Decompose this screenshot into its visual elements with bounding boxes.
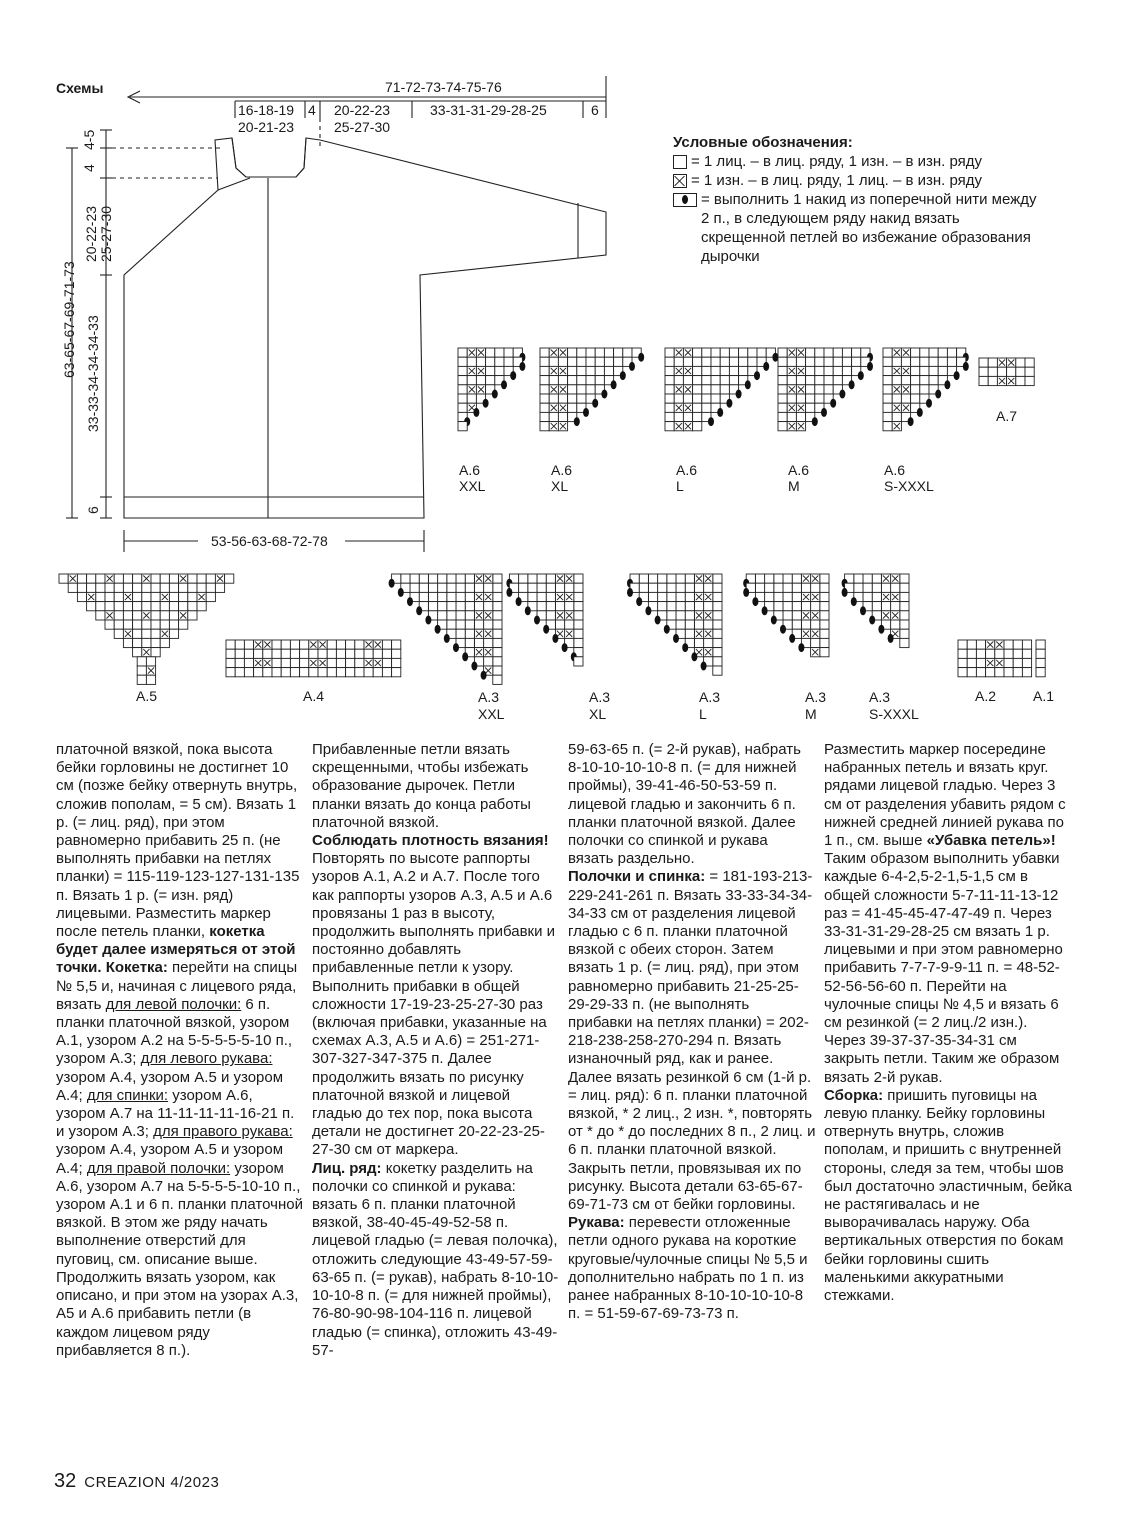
neck-depth-label: 4 (81, 164, 97, 172)
chart-label-a5: A.5 (136, 688, 158, 704)
rib-height-label: 6 (85, 506, 101, 514)
legend-item (673, 152, 1073, 171)
chart-label-a3-l: A.3 L (699, 689, 721, 722)
chart-label-a7: A.7 (996, 408, 1018, 424)
chart-label-a6-m: A.6 M (788, 462, 810, 494)
chart-label-a2: A.2 (975, 688, 997, 704)
neck-width-label-2: 20-21-23 (238, 119, 295, 135)
body-length-label: 33-33-34-34-34-33 (85, 315, 101, 432)
legend-title: Условные обозначения: (673, 134, 853, 151)
chart-label-a6-xl: A.6 XL (551, 462, 573, 494)
text-column-1: платочной вязкой, пока высота бейки горловины не достигнет 10 см (позже бейку отвернуть внутрь, сложив пополам, = 5 см). Вязать 1 р. (= лиц. ряд), при этом равномерно прибавить 25 п. (не выполнять прибавки на петлях планки) = 115-119-123-127-131-135 п. Вязать 1 р. (= изн. ряд) лицевыми. Разместить маркер после петель планки, кокетка будет далее измеряться от этой точки. Кокетка: перейти на спицы № 5,5 и, начиная с лицевого ряда, вязать для левой полочки: 6 п. планки платочной вязкой, узором A.1, узором A.2 на 5-5-5-5-5-10 п., узором A.3; для левого рукава: узором A.4, узором A.5 и узором A.4; для спинки: узором A.6, узором A.7 на 11-11-11-11-16-21 п. и узором A.3; для правого рукава: узором A.4, узором A.5 и узором A.4; для правой полочки: узором A.6, узором A.7 на 5-5-5-5-10-10 п., узором A.1 и 6 п. планки платочной вязкой. В этом же ряду начать выполнение отверстий для пуговиц, см. описание выше. Продолжить вязать узором, как описано, и при этом на узорах A.3, A5 и A.6 прибавить петли (в каждом лицевом ряду прибавляется 8 п.). (56, 741, 303, 1359)
legend (673, 133, 1073, 266)
legend-text: = выполнить 1 накид из поперечной нити между 2 п., в следующем ряду накид вязать скрещенной петлей во избежание образования дырочки (701, 191, 1037, 265)
chart-label-a3-s-xxxl: A.3 S-XXXL (869, 689, 919, 722)
knit-square-icon (673, 155, 687, 169)
total-length-label: 63-65-67-69-71-73 (61, 261, 77, 378)
yoke-depth-label-2: 25-27-30 (98, 205, 114, 262)
page-footer (54, 1470, 219, 1493)
instructions-text (56, 741, 1076, 1360)
legend-text: = 1 лиц. – в лиц. ряду, 1 изн. – в изн. ряду (691, 153, 983, 170)
yoke-width-label-2: 25-27-30 (334, 119, 391, 135)
chart-label-a4: A.4 (303, 688, 325, 704)
yoke-width-label: 20-22-23 (334, 102, 391, 118)
legend-item (673, 171, 1073, 190)
neck-gap-label: 4 (308, 102, 316, 118)
total-width-label: 71-72-73-74-75-76 (385, 79, 502, 95)
text-column-3: 59-63-65 п. (= 2-й рукав), набрать 8-10-10-10-10-8 п. (= для нижней проймы), 39-41-46-50-53-59 п. лицевой гладью и закончить 6 п. планки платочной вязкой. Далее полочки со спинкой и рукава вязать раздельно. Полочки и спинка: = 181-193-213-229-241-261 п. Вязать 33-33-34-34-34-33 см от разделения лицевой гладью с 6 п. планки платочной вязкой с обеих сторон. Затем вязать 1 р. (= лиц. ряд), при этом равномерно прибавить 21-25-25-29-29-33 п. (не выполнять прибавки на петлях планки) = 202-218-238-258-270-294 п. Вязать изнаночный ряд, как и ранее. Далее вязать резинкой 6 см (1-й р. = лиц. ряд): 6 п. планки платочной вязкой, * 2 лиц., 2 изн. *, повторять от * до * до последних 8 п., 2 лиц. и 6 п. планки платочной вязкой. Закрыть петли, провязывая их по рисунку. Высота детали 63-65-67-69-71-73 см от бейки горловины. Рукава: перевести отложенные петли одного рукава на короткие круговые/чулочные спицы № 5,5 и дополнительно набрать по 1 п. из ранее набранных 8-10-10-10-10-8 п. = 51-59-67-69-73-73 п. (568, 741, 816, 1323)
chart-label-a6-l: A.6 L (676, 462, 698, 494)
text-column-2: Прибавленные петли вязать скрещенными, чтобы избежать образование дырочек. Петли планки вязать до конца работы платочной вязкой. Соблюдать плотность вязания! Повторять по высоте раппорты узоров A.1, A.2 и A.7. После того как раппорты узоров A.3, A.5 и A.6 провязаны 1 раз в высоту, продолжить выполнять прибавки и постоянно добавлять прибавленные петли к узору. Выполнить прибавки в общей сложности 17-19-23-25-27-30 раз (включая прибавки, указанные на схемах A.3, A.5 и A.6) = 251-271-307-327-347-375 п. Далее продолжить вязать по рисунку платочной вязкой и лицевой гладью до тех пор, пока высота детали не достигнет 20-22-23-25-27-30 см от маркера. Лиц. ряд: кокетку разделить на полочки со спинкой и рукава: вязать 6 п. планки платочной вязкой, 38-40-45-49-52-58 п. лицевой гладью (= левая полочка), отложить следующие 43-49-57-59-63-65 п. (= рукав), набрать 8-10-10-10-10-8 п. (= для нижней проймы), 76-80-90-98-104-116 п. лицевой гладью (= спинка), отложить 43-49-57- (312, 741, 559, 1359)
text-column-4: Разместить маркер посередине набранных петель и вязать круг. рядами лицевой гладью. Через 3 см от разделения убавить рядом с нижней средней линией рукава по 1 п., см. выше «Убавка петель»! Таким образом выполнить убавки каждые 6-4-2,5-2-1,5-1,5 см в общей сложности 5-7-11-11-13-12 раз = 41-45-45-47-47-49 п. Через 33-31-31-29-28-25 см вязать 1 р. лицевыми и при этом равномерно прибавить 7-7-7-9-9-11 п. = 48-52-52-56-56-60 п. Перейти на чулочные спицы № 4,5 и вязать 6 см резинкой (= 2 лиц./2 изн.). Через 39-37-37-35-34-31 см закрыть петли. Таким же образом вязать 2-й рукав. Сборка: пришить пуговицы на левую планку. Бейку горловины отвернуть внутрь, сложив пополам, и пришить с внутренней стороны, следя за тем, чтобы шов был достаточно эластичным, бейка не растягивалась и не выворачивалась наружу. Оба вертикальных отверстия по бокам бейки горловины сшить маленькими аккуратными стежками. (824, 741, 1072, 1305)
chart-label-a3-xxl: A.3 XXL (478, 689, 505, 722)
cuff-width-label: 6 (591, 102, 599, 118)
legend-item (673, 190, 1073, 266)
chart-label-a6-s-xxxl: A.6 S-XXXL (884, 462, 934, 494)
chart-label-a1: A.1 (1033, 688, 1055, 704)
legend-text: = 1 изн. – в лиц. ряду, 1 лиц. – в изн. ряду (691, 172, 983, 189)
body-width-label: 53-56-63-68-72-78 (207, 534, 332, 548)
yoke-depth-label: 20-22-23 (83, 205, 99, 262)
chart-label-a3-xl: A.3 XL (589, 689, 611, 722)
chart-label-a6-xxl: A.6 XXL (459, 462, 486, 494)
sleeve-width-label: 33-31-31-29-28-25 (430, 102, 547, 118)
neck-depth-front-label: 4-5 (81, 129, 97, 150)
purl-square-icon (673, 174, 687, 188)
yarn-over-icon (673, 193, 697, 207)
page-number: 32 (54, 1470, 77, 1492)
knitting-charts (0, 330, 1130, 730)
schematic-title: Схемы (56, 80, 104, 96)
neck-width-label: 16-18-19 (238, 102, 295, 118)
chart-label-a3-m: A.3 M (805, 689, 827, 722)
magazine-title: CREAZION 4/2023 (84, 1474, 220, 1491)
